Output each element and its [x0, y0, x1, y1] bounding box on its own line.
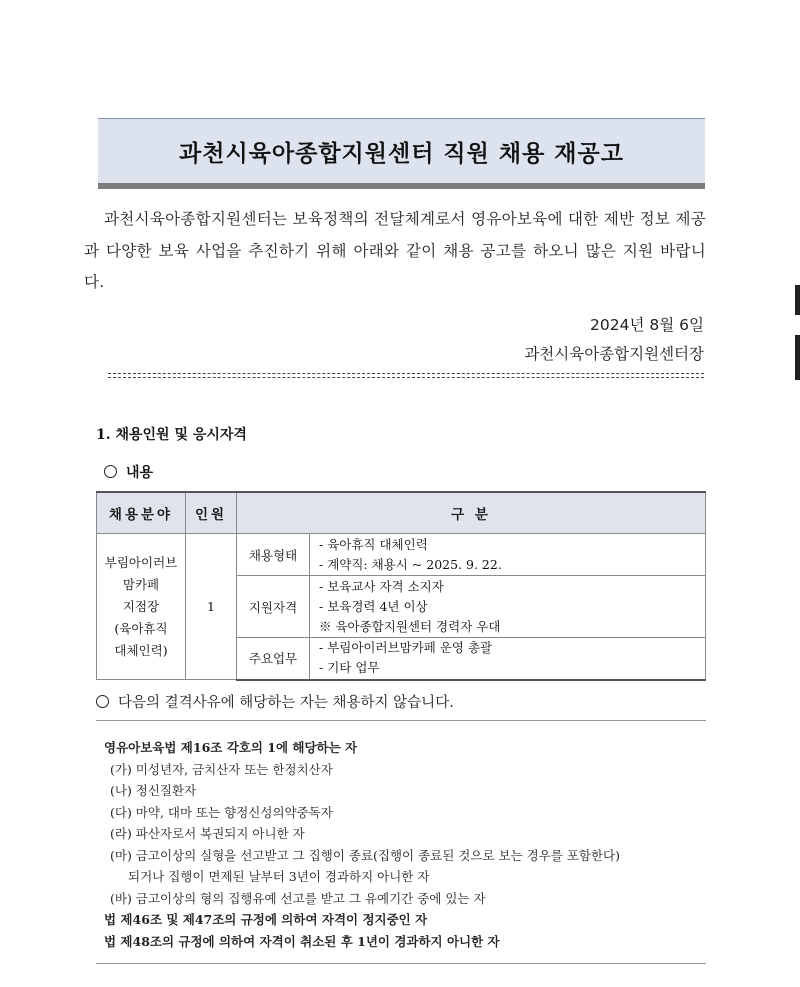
detail-line: ※ 육아종합지원센터 경력자 우대 — [319, 618, 501, 634]
table-row — [97, 534, 706, 576]
category-cell: 채용형태 — [237, 534, 310, 576]
detail-line: - 부림아이러브맘카페 운영 총괄 — [319, 640, 493, 656]
list-item: (다) 마약, 대마 또는 향정신성의약중독자 — [110, 804, 333, 820]
count-cell: 1 — [186, 534, 237, 680]
announcement-date: 2024년 8월 6일 — [590, 316, 704, 334]
detail-line: - 기타 업무 — [319, 660, 380, 676]
section-heading: 1. 채용인원 및 응시자격 — [96, 427, 247, 443]
disqualification-notice — [96, 691, 454, 712]
intro-paragraph: 과천시육아종합지원센터는 보육정책의 전달체계로서 영유아보육에 대한 제반 정보 제공과 다양한 보육 사업을 추진하기 위해 아래와 같이 채용 공고를 하오니 많은 지원 바랍니다. — [84, 210, 706, 291]
subheading-label: 내용 — [126, 465, 154, 481]
circle-bullet-icon — [104, 465, 117, 478]
field-line: 대체인력) — [114, 642, 168, 658]
details-cell — [310, 534, 706, 576]
notice-text: 다음의 결격사유에 해당하는 자는 채용하지 않습니다. — [118, 695, 454, 711]
table-header-row — [97, 492, 706, 534]
field-line: (육아휴직 — [114, 620, 168, 636]
list-item: (마) 금고이상의 실형을 선고받고 그 집행이 종료(집행이 종료된 것으로 보는 경우를 포함한다) — [110, 847, 620, 863]
divider — [96, 963, 706, 964]
header-count: 인원 — [186, 492, 237, 534]
header-field: 채용분야 — [97, 492, 186, 534]
disqualification-list — [104, 737, 709, 952]
header-division: 구 분 — [237, 492, 706, 534]
list-item: (라) 파산자로서 복권되지 아니한 자 — [110, 826, 305, 841]
detail-line: - 보육교사 자격 소지자 — [319, 578, 444, 594]
category-cell: 지원자격 — [237, 576, 310, 638]
subheading-content — [104, 462, 153, 482]
list-item: (바) 금고이상의 형의 집행유예 선고를 받고 그 유예기간 중에 있는 자 — [110, 890, 486, 906]
page-title: 과천시육아종합지원센터 직원 채용 재공고 — [98, 118, 705, 189]
recruitment-table — [96, 491, 706, 681]
divider — [96, 720, 706, 721]
detail-line: - 계약직: 채용시 ~ 2025. 9. 22. — [319, 556, 502, 572]
edge-mark — [795, 335, 800, 380]
list-item-continuation: 되거나 집행이 면제된 날부터 3년이 경과하지 아니한 자 — [128, 869, 430, 884]
circle-bullet-icon — [96, 695, 109, 708]
details-cell — [310, 638, 706, 680]
category-cell: 주요업무 — [237, 638, 310, 680]
field-line: 지점장 — [122, 598, 160, 614]
signer: 과천시육아종합지원센터장 — [524, 345, 704, 363]
list-item: (나) 정신질환자 — [110, 783, 197, 798]
double-divider — [108, 373, 704, 378]
detail-line: - 육아휴직 대체인력 — [319, 536, 428, 552]
field-line: 맘카페 — [122, 576, 160, 592]
law-48-item: 법 제48조의 규정에 의하여 자격이 취소된 후 1년이 경과하지 아니한 자 — [104, 933, 500, 949]
list-item: (가) 미성년자, 금치산자 또는 한정치산자 — [110, 761, 333, 777]
edge-mark — [795, 285, 800, 315]
detail-line: - 보육경력 4년 이상 — [319, 598, 428, 614]
law-46-47-item: 법 제46조 및 제47조의 규정에 의하여 자격이 정지중인 자 — [104, 912, 428, 927]
field-cell — [97, 534, 186, 680]
field-line: 부림아이러브 — [104, 554, 178, 570]
disqualification-heading: 영유아보육법 제16조 각호의 1에 해당하는 자 — [104, 740, 358, 755]
details-cell — [310, 576, 706, 638]
